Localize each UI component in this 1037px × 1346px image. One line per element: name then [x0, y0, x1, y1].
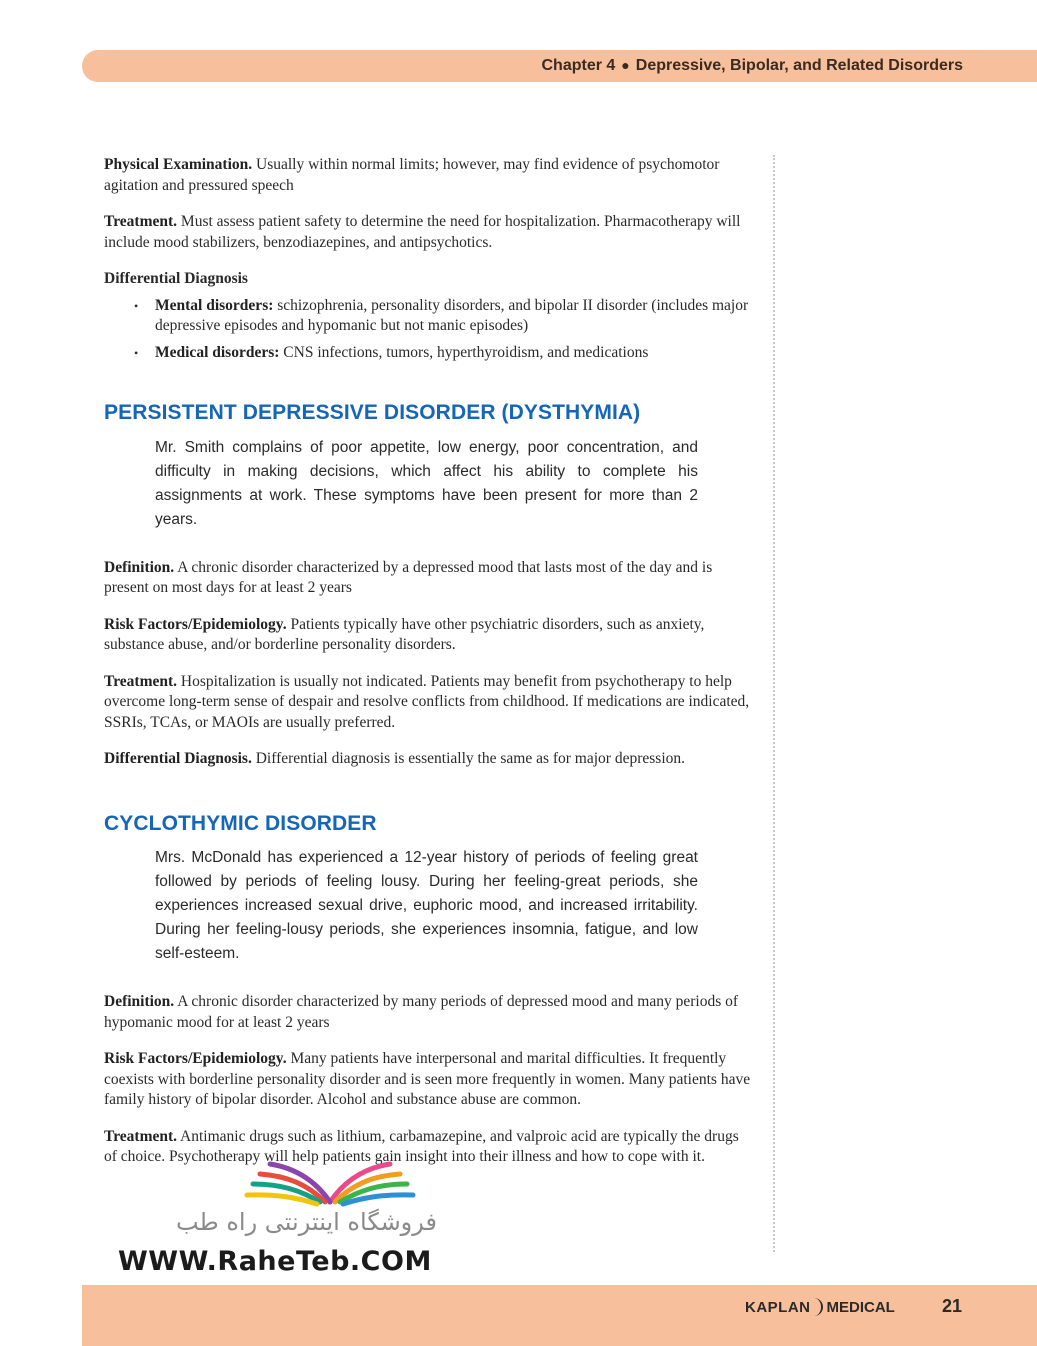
paragraph-text: Patients typically have other psychiatric disorders, such as anxiety, substance abuse, and/or borderline personality disorders.: [104, 615, 705, 653]
chapter-label: Chapter 4: [541, 57, 616, 74]
paragraph-label: Treatment.: [104, 672, 178, 690]
footer-band: [82, 1285, 1037, 1346]
paragraph-label: Physical Examination.: [104, 156, 253, 173]
mania-treatment-paragraph: [104, 212, 754, 253]
list-item-label: Mental disorders:: [155, 296, 274, 314]
kaplan-swoosh-icon: [811, 1298, 823, 1316]
cyclothymic-risk-factors: [104, 1049, 754, 1111]
page-number: 21: [942, 1296, 963, 1316]
case-vignette-cyclothymic: Mrs. McDonald has experienced a 12-year history of periods of feeling great followed by periods of feeling lousy. During her feeling-great periods, she experiences increased sexual drive, euphoric mood, and increased irritability. During her feeling-lousy periods, she experiences insomnia, fatigue, and low self-esteem.: [155, 849, 698, 962]
watermark: [115, 1150, 445, 1280]
list-item: [134, 343, 754, 364]
margin-divider: [773, 155, 775, 1252]
list-item-text: CNS infections, tumors, hyperthyroidism, and medications: [279, 343, 649, 361]
dysthymia-differential: [104, 749, 754, 770]
list-item: [134, 296, 754, 337]
kaplan-medical-label: MEDICAL: [826, 1299, 895, 1316]
paragraph-text: A chronic disorder characterized by many periods of depressed mood and many periods of hypomanic mood for at least 2 years: [104, 993, 739, 1031]
paragraph-label: Definition.: [104, 558, 175, 576]
paragraph-text: Usually within normal limits; however, may find evidence of psychomotor agitation and pressured speech: [104, 156, 720, 194]
differential-list: [104, 296, 754, 364]
paragraph-label: Treatment.: [104, 1127, 178, 1145]
paragraph-label: Differential Diagnosis.: [104, 750, 252, 767]
paragraph-text: Many patients have interpersonal and marital difficulties. It frequently coexists with borderline personality disorder and is seen more frequently in women. Many patients have family history of bipolar disorder. Alcohol and substance abuse are common.: [104, 1050, 751, 1108]
paragraph-text: Antimanic drugs such as lithium, carbamazepine, and valproic acid are typically the drugs of choice. Psychotherapy will help patients gain insight into their illness and how to cope with it.: [104, 1127, 739, 1165]
dysthymia-treatment: [104, 672, 754, 734]
dysthymia-definition: [104, 558, 754, 599]
case-vignette-dysthymia: Mr. Smith complains of poor appetite, low energy, poor concentration, and difficulty in making decisions, which affect his ability to complete his assignments at work. These symptoms have been present for more than 2 years.: [155, 438, 698, 528]
paragraph-text: Differential diagnosis is essentially the same as for major depression.: [251, 750, 686, 767]
paragraph-label: Treatment.: [104, 213, 178, 230]
differential-diagnosis-heading: Differential Diagnosis: [104, 270, 248, 287]
paragraph-text: A chronic disorder characterized by a depressed mood that lasts most of the day and is present on most days for at least 2 years: [104, 558, 713, 596]
paragraph-text: Must assess patient safety to determine the need for hospitalization. Pharmacotherapy will include mood stabilizers, benzodiazepines, and antipsychotics.: [104, 213, 741, 251]
paragraph-label: Definition.: [104, 993, 175, 1010]
dysthymia-risk-factors: [104, 615, 754, 656]
section-heading-cyclothymic: CYCLOTHYMIC DISORDER: [104, 811, 377, 835]
header-band: [82, 50, 1037, 82]
header-separator: ●: [621, 57, 630, 73]
page-body: [104, 155, 754, 1184]
paragraph-label: Risk Factors/Epidemiology.: [104, 1050, 287, 1067]
running-header: [542, 57, 964, 75]
section-heading-dysthymia: PERSISTENT DEPRESSIVE DISORDER (DYSTHYMIA): [104, 401, 641, 424]
list-item-text: schizophrenia, personality disorders, and bipolar II disorder (includes major depressive episodes and hypomanic but not manic episodes): [155, 296, 749, 334]
watermark-url: WWW.RaheTeb.COM: [118, 1246, 432, 1277]
kaplan-brand: KAPLAN: [745, 1299, 811, 1316]
kaplan-medical-logo: [745, 1298, 895, 1316]
cyclothymic-definition: [104, 992, 754, 1033]
chapter-title: Depressive, Bipolar, and Related Disorders: [635, 57, 963, 74]
list-item-label: Medical disorders:: [155, 343, 280, 361]
open-book-logo-icon: [115, 1150, 445, 1210]
watermark-persian-text: فروشگاه اینترنتی راه طب: [176, 1208, 437, 1236]
paragraph-text: Hospitalization is usually not indicated. Patients may benefit from psychotherapy to help overcome long-term sense of despair and resolve conflicts from childhood. If medications are indicated, SSRIs, TCAs, or MAOIs are usually preferred.: [104, 672, 750, 731]
paragraph-label: Risk Factors/Epidemiology.: [104, 615, 287, 633]
physical-exam-paragraph: [104, 155, 754, 196]
